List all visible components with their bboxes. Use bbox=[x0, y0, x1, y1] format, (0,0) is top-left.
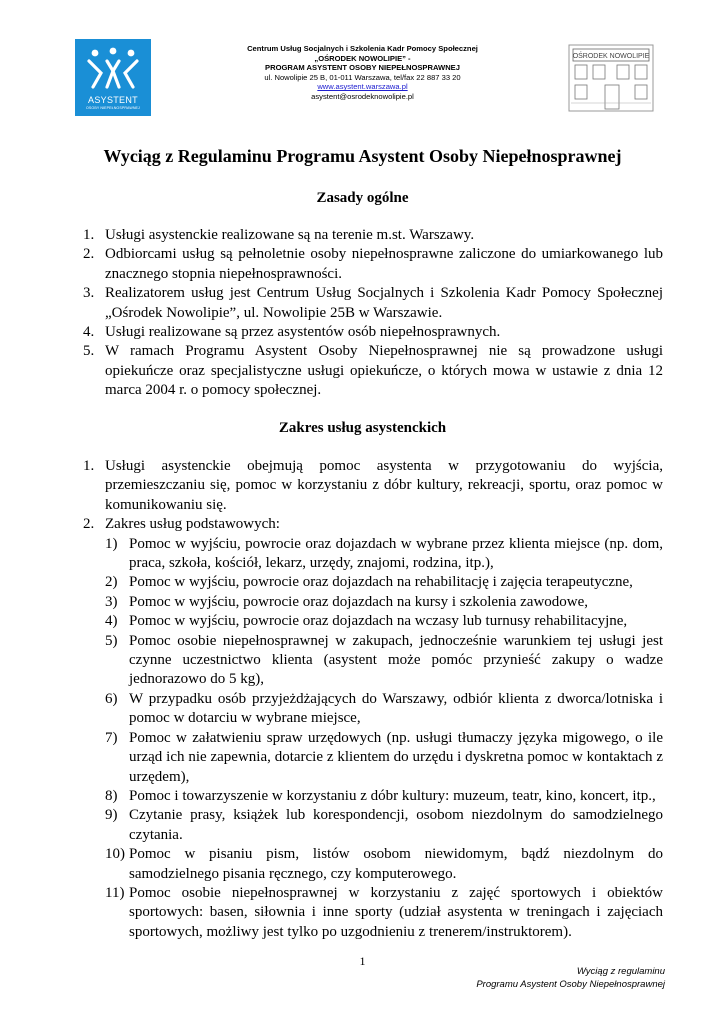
basic-services-list bbox=[105, 535, 663, 943]
scope-list bbox=[0, 457, 725, 942]
email: asystent@osrodeknowolipie.pl bbox=[311, 91, 414, 101]
org-name: Centrum Usług Socjalnych i Szkolenia Kadr Pomocy Społecznej bbox=[247, 44, 478, 53]
list-item: 3. Realizatorem usług jest Centrum Usług Socjalnych i Szkolenia Kadr Pomocy Społecznej „Ośrodek Nowolipie”, ul. Nowolipie 25B w Warszawie. bbox=[83, 285, 663, 321]
general-rules-list bbox=[0, 226, 725, 401]
org-branch: „OŚRODEK NOWOLIPIE” - bbox=[314, 53, 411, 63]
sub-list-item: 8) Pomoc i towarzyszenie w korzystaniu z dóbr kultury: muzeum, teatr, kino, koncert, itp., bbox=[105, 787, 656, 804]
list-item: 1. Usługi asystenckie realizowane są na terenie m.st. Warszawy. bbox=[83, 227, 475, 243]
sub-list-item: 9) Czytanie prasy, książek lub korespondencji, osobom niezdolnym do samodzielnego czytania. bbox=[105, 807, 663, 843]
sub-list-item: 6) W przypadku osób przyjeżdżających do Warszawy, odbiór klienta z dworca/lotniska i pomoc w dotarciu w wybrane miejsce, bbox=[105, 690, 663, 727]
document-title: Wyciąg z Regulaminu Programu Asystent Osoby Niepełnosprawnej bbox=[103, 146, 622, 166]
list-item: 1. Usługi asystenckie obejmują pomoc asystenta w przygotowaniu do wyjścia, przemieszczaniu się, pomoc w korzystaniu z dóbr kultury, rekreacji, sportu, oraz pomoc w komunikowaniu się. bbox=[83, 458, 663, 513]
list-item: 5. W ramach Programu Asystent Osoby Niepełnosprawnej nie są prowadzone usługi opiekuńcze oraz specjalistyczne usługi opiekuńcze, o których mowa w ustawie z dnia 12 marca 2004 r. o pomocy społecznej. bbox=[83, 343, 663, 399]
footer-line-2: Programu Asystent Osoby Niepełnosprawnej bbox=[476, 979, 665, 990]
page-footer bbox=[476, 965, 665, 991]
address: ul. Nowolipie 25 B, 01-011 Warszawa, tel/fax 22 887 33 20 bbox=[264, 72, 461, 82]
sub-list-item: 4) Pomoc w wyjściu, powrocie oraz dojazdach na wczasy lub turnusy rehabilitacyjne, bbox=[105, 613, 628, 630]
section-heading-general: Zasady ogólne bbox=[316, 190, 409, 206]
letterhead bbox=[200, 44, 525, 102]
logo-subtitle: OSOBY NIEPEŁNOSPRAWNEJ bbox=[86, 106, 140, 110]
page-number: 1 bbox=[359, 954, 366, 968]
sub-list-item: 2) Pomoc w wyjściu, powrocie oraz dojazdach na rehabilitację i zajęcia terapeutyczne, bbox=[105, 574, 633, 591]
section-heading-scope: Zakres usług asystenckich bbox=[278, 420, 447, 436]
sub-list-item: 1) Pomoc w wyjściu, powrocie oraz dojazdach w wybrane przez klienta miejsce (np. dom, praca, szkoła, kościół, lekarz, urzędy, znajomi, rodzina, itp.), bbox=[105, 535, 663, 572]
people-logo-icon bbox=[87, 47, 139, 93]
sub-list-item: 7) Pomoc w załatwieniu spraw urzędowych (np. usługi tłumaczy języka migowego, o ile urząd ich nie zapewnia, dotarcie z klientem do urzędu i dyskretna pomoc w kontaktach z urzędem), bbox=[105, 729, 663, 785]
building-sketch bbox=[567, 41, 655, 113]
footer-line-1: Wyciąg z regulaminu bbox=[576, 966, 665, 977]
program-name: PROGRAM ASYSTENT OSOBY NIEPEŁNOSPRAWNEJ bbox=[265, 63, 460, 73]
list-item: 2. Odbiorcami usług są pełnoletnie osoby niepełnosprawne zaliczone do umiarkowanego lub znacznego stopnia niepełnosprawności. bbox=[83, 246, 663, 282]
logo-word: ASYSTENT bbox=[88, 95, 138, 105]
building-sign-text: OŚRODEK NOWOLIPIE bbox=[572, 53, 650, 60]
sub-list-item: 3) Pomoc w wyjściu, powrocie oraz dojazdach na kursy i szkolenia zawodowe, bbox=[105, 593, 589, 610]
sub-list-item: 10) Pomoc w pisaniu pism, listów osobom niewidomym, bądź niezdolnym do samodzielnego pisania ręcznego, czy komputerowego. bbox=[105, 846, 663, 882]
website-link[interactable]: www.asystent.warszawa.pl bbox=[317, 82, 408, 92]
sub-list-item: 5) Pomoc osobie niepełnosprawnej w zakupach, jednocześnie warunkiem tej usługi jest czynne uczestnictwo klienta (asystent może pomóc przynieść zakupy o wadze jednorazowo do 5 kg), bbox=[105, 632, 663, 688]
list-item: 2. Zakres usług podstawowych: 1) Pomoc w wyjściu, powrocie oraz dojazdach w wybrane przez klienta miejsce (np. dom, praca, szkoła, kościół, lekarz, urzędy, znajomi, rodzina, itp.), 2) Pomoc w wyjściu, powrocie oraz dojazdach na rehabilitację i zajęcia terapeutyczne, 3) Pomoc w wyjściu, powrocie oraz dojazdach na kursy i szkolenia zawodowe, 4) Pomoc w wyjściu, powrocie oraz dojazdach na wczasy lub turnusy rehabilitacyjne, 5) Pomoc osobie niepełnosprawnej w zakupach, jednocześnie warunkiem tej usługi jest czynne uczestnictwo klienta (asystent może pomóc przynieść zakupy o wadze jednorazowo do 5 kg), 6) W przypadku osób przyjeżdżających do Warszawy, odbiór klienta z dworca/lotniska i pomoc w dotarciu w wybrane miejsce, 7) Pomoc w załatwieniu spraw urzędowych (np. usługi tłumaczy języka migowego, o ile urząd ich nie zapewnia, dotarcie z klientem do urzędu i dyskretna pomoc w kontaktach z urzędem), 8) Pomoc i towarzyszenie w korzystaniu z dóbr kultury: muzeum, teatr, kino, koncert, itp., 9) Czytanie prasy, książek lub korespondencji, osobom niezdolnym do samodzielnego czytania. 10) Pomoc w pisaniu pism, listów osobom niewidomym, bądź niezdolnym do samodzielnego pisania ręcznego, czy komputerowego. 11) Pomoc osobie niepełnosprawnej w korzystaniu z zajęć sportowych i obiektów sportowych: basen, siłownia i inne sporty (udział asystenta w treningach i zajęciach sportowych, możliwy jest tylko po uzgodnieniu z trenerem/instruktorem). bbox=[0, 515, 725, 942]
sub-list-item: 11) Pomoc osobie niepełnosprawnej w korzystaniu z zajęć sportowych i obiektów sportowych: basen, siłownia i inne sporty (udział asystenta w treningach i zajęciach sportowych, możliwy jest tylko po uzgodnieniu z trenerem/instruktorem). bbox=[105, 884, 663, 940]
list-item: 4. Usługi realizowane są przez asystentów osób niepełnosprawnych. bbox=[83, 324, 501, 341]
asystent-logo bbox=[75, 39, 151, 116]
